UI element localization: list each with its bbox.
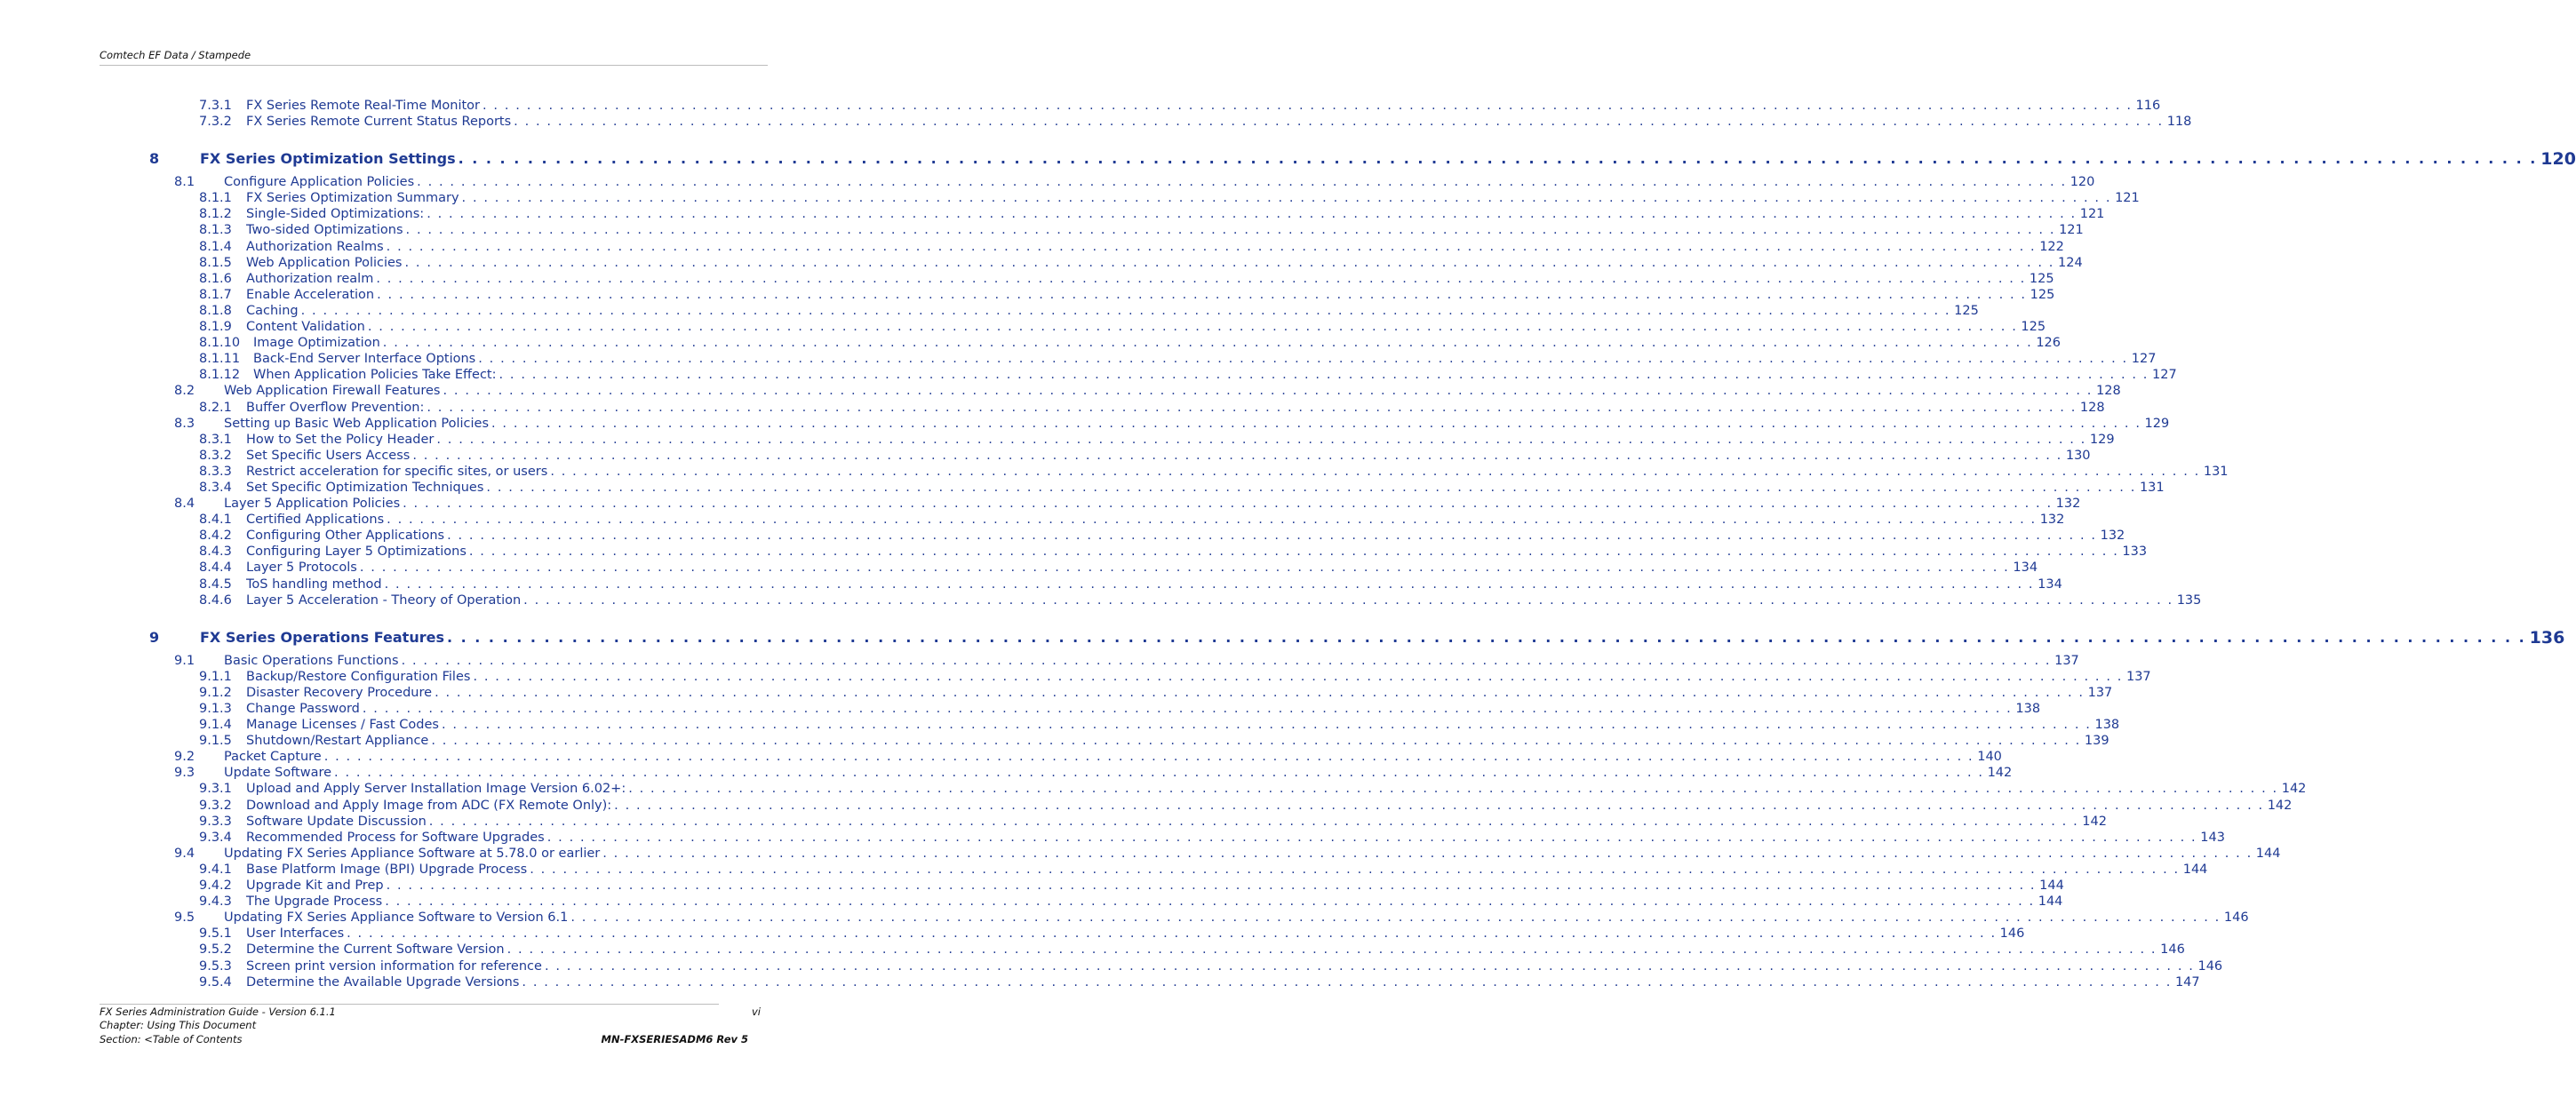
- toc-entry-number: 9.5.2: [199, 942, 232, 958]
- toc-entry-title: Back-End Server Interface Options: [253, 351, 478, 367]
- toc-entry[interactable]: [0, 669, 2151, 685]
- toc-entry-number: 9.5.4: [199, 974, 232, 990]
- toc-dot-leader: . . . . . . . . . . . . . . . . . . . . . . . . . . . . . . . . . . . . . . . . . . . . . . . . . . . . . . . . . . . . . . . . . . . . . . . . . . . . . . . . . . . . . . . . . . . . . . . . . . . . . . . . . . . . . . . . . . . . . . . . . . . . . . . . . . . . . . . . . . . . . . . . . . . . . .: [387, 513, 2037, 528]
- toc-entry-page: 122: [2036, 239, 2064, 255]
- toc-entry-title: Single-Sided Optimizations:: [246, 206, 427, 222]
- toc-chapter-entry[interactable]: [0, 147, 2576, 171]
- toc-entry-page: 143: [2197, 830, 2225, 846]
- toc-entry-number: 9.4.2: [199, 878, 232, 894]
- toc-entry-number: 8.1.3: [199, 223, 232, 238]
- toc-entry-number: 8.1.2: [199, 207, 232, 222]
- toc-entry-number: 8.1: [174, 175, 195, 190]
- toc-dot-leader: . . . . . . . . . . . . . . . . . . . . . . . . . . . . . . . . . . . . . . . . . . . . . . . . . . . . . . . . . . . . . . . . . . . . . . . . . . . . . . . . . . . . . . . . . . . . . . . . . . . . . . . . . . . . . . . . . . . . . . . . . . . . . . . . . . . . . . . . . . . . . . . . . . . . . .: [377, 287, 2027, 302]
- toc-entry-number: 8.2.1: [199, 400, 232, 415]
- toc-entry-title: How to Set the Policy Header: [246, 432, 436, 448]
- toc-entry-page: 144: [2035, 894, 2063, 910]
- toc-entry-title: FX Series Remote Current Status Reports: [246, 114, 514, 130]
- toc-entry-title: The Upgrade Process: [246, 894, 385, 910]
- toc-entry-title: Restrict acceleration for specific sites, or users: [246, 464, 550, 480]
- toc-entry[interactable]: [0, 894, 2063, 910]
- toc-dot-leader: . . . . . . . . . . . . . . . . . . . . . . . . . . . . . . . . . . . . . . . . . . . . . . . . . . . . . . . . . . . . . . . . . . . . . . . . . . . . . . . . . . . . . . . . . . . . . . . . . . . . . . . . . . . . . . . . . . . . . . . . . . . . . . . . . . . . . . . . . . . . . . . . . . . . . .: [412, 448, 2062, 463]
- toc-entry-page: 130: [2062, 448, 2091, 464]
- toc-dot-leader: . . . . . . . . . . . . . . . . . . . . . . . . . . . . . . . . . . . . . . . . . . . . . . . . . . . . . . . . . . . . . . . . . . . . . . . . . . . . . . . . . . . . . . . . . . . . . . . . . . . . . . . . . . . . . . . . . . . . . . . . . . . . . . . . . . . . . . . . . . . . . . . . . . . . . .: [550, 464, 2200, 479]
- toc-entry-number: 9.1.4: [199, 718, 232, 733]
- toc-entry-page: 125: [2026, 271, 2054, 287]
- toc-entry[interactable]: [0, 942, 2185, 958]
- toc-entry-page: 121: [2077, 206, 2105, 222]
- toc-dot-leader: . . . . . . . . . . . . . . . . . . . . . . . . . . . . . . . . . . . . . . . . . . . . . . . . . . . . . . . . . . . . . . . . . . . . . . . . . . . . . . . . . . . . . . . . . . . . . . . . . . . . . . . . . . . . . . . . . . . . . . . . . . . . . . . . . . . . . . . . . . . . . . . . . . . . . .: [367, 320, 2018, 335]
- toc-entry-title: Setting up Basic Web Application Policies: [224, 416, 491, 432]
- toc-dot-leader: . . . . . . . . . . . . . . . . . . . . . . . . . . . . . . . . . . . . . . . . . . . . . . . . . . . . . . . . . . . . . . . . . . . . . . . . . . . . . . . . . . . . . . . . . . . . . . . . . . . . . . . . . . . . . . . . . . . . . . . . . . . . . . . . . . . . . . . . . . . . . . . . . . . . . .: [486, 480, 2136, 495]
- toc-entry[interactable]: [0, 717, 2120, 733]
- toc-entry-title: FX Series Optimization Settings: [200, 147, 459, 171]
- toc-entry-page: 127: [2128, 351, 2157, 367]
- toc-entry-title: Basic Operations Functions: [224, 653, 402, 669]
- toc-entry-page: 121: [2055, 222, 2084, 238]
- toc-entry-page: 132: [2097, 528, 2125, 544]
- table-of-contents: [0, 98, 2576, 990]
- toc-entry[interactable]: [0, 271, 2054, 287]
- toc-entry-number: 9.1: [174, 653, 195, 668]
- toc-entry[interactable]: [0, 464, 2229, 480]
- toc-entry-number: 9.3.4: [199, 830, 232, 845]
- toc-entry-title: Layer 5 Protocols: [246, 560, 360, 576]
- toc-entry-title: Disaster Recovery Procedure: [246, 685, 435, 701]
- toc-entry-title: Caching: [246, 303, 301, 319]
- toc-entry-page: 125: [2017, 319, 2046, 335]
- toc-entry-title: Update Software: [224, 765, 334, 781]
- toc-entry-page: 132: [2037, 512, 2065, 528]
- toc-entry-page: 128: [2093, 383, 2121, 399]
- toc-entry[interactable]: [0, 846, 2281, 862]
- toc-entry[interactable]: [0, 287, 2055, 303]
- toc-entry-title: Authorization realm: [246, 271, 376, 287]
- toc-entry-page: 140: [1974, 749, 2002, 765]
- toc-entry-title: Layer 5 Application Policies: [224, 496, 403, 512]
- toc-entry[interactable]: [0, 910, 2249, 926]
- toc-entry-page: 127: [2149, 367, 2177, 383]
- toc-entry-number: 8.3.4: [199, 480, 232, 495]
- toc-dot-leader: . . . . . . . . . . . . . . . . . . . . . . . . . . . . . . . . . . . . . . . . . . . . . . . . . . . . . . . . . . . . . . . . . . . . . . . . . . . . . . . . . . . . . . . . . . . . . . . . . . . . . . . . . . . . . . . . . . . . . . . . . . . . . . . . . . . . . . . . . . . . . . . . . . . . . .: [376, 271, 2026, 286]
- toc-entry[interactable]: [0, 974, 2200, 990]
- running-header: [100, 49, 768, 66]
- toc-entry-title: Content Validation: [246, 319, 368, 335]
- toc-entry[interactable]: [0, 685, 2113, 701]
- toc-entry-page: 116: [2133, 98, 2161, 114]
- toc-entry-title: FX Series Remote Real-Time Monitor: [246, 98, 483, 114]
- toc-entry[interactable]: [0, 114, 2192, 130]
- toc-entry[interactable]: [0, 733, 2109, 749]
- toc-entry-page: 144: [2180, 862, 2208, 878]
- toc-entry-page: 146: [2221, 910, 2249, 926]
- toc-entry-title: Buffer Overflow Prevention:: [246, 400, 427, 416]
- toc-entry-page: 142: [2078, 814, 2107, 830]
- toc-entry-page: 144: [2036, 878, 2064, 894]
- toc-entry-number: 9.4: [174, 846, 195, 861]
- toc-dot-leader: . . . . . . . . . . . . . . . . . . . . . . . . . . . . . . . . . . . . . . . . . . . . . . . . . . . . . . . . . . . . . . . . . . . . . . . . . . . . . . . . . . . . . . . . . . . . . . . . . . . . . . . . . . . . . . . . . . . . . . . . . . . . . . . . . . . . . . . . . . . . . . . . . . . . . .: [468, 545, 2119, 560]
- toc-entry-page: 146: [2194, 958, 2222, 974]
- toc-entry[interactable]: [0, 749, 2002, 765]
- toc-entry-page: 133: [2118, 544, 2147, 560]
- toc-dot-leader: . . . . . . . . . . . . . . . . . . . . . . . . . . . . . . . . . . . . . . . . . . . . . . . . . . . . . . . . . . . . . . . . . . . . . . . . . . . . . . . . . . . . . . . . . . . . . . . . . . . . . . . . . . . . . . . . . . . . . . . . . . . . . . . . . . . . . . . . . . . . . . . . . . . . . .: [506, 942, 2157, 958]
- toc-entry[interactable]: [0, 98, 2161, 114]
- toc-entry-title: Configuring Layer 5 Optimizations: [246, 544, 469, 560]
- toc-entry-number: 8.1.5: [199, 255, 232, 270]
- toc-entry-page: 137: [2085, 685, 2113, 701]
- toc-entry-number: 8.1.7: [199, 287, 232, 302]
- toc-entry-number: 8.4.6: [199, 592, 232, 608]
- toc-entry-page: 142: [2278, 781, 2307, 797]
- toc-entry-page: 126: [2032, 335, 2061, 351]
- toc-entry-title: FX Series Operations Features: [200, 626, 447, 649]
- toc-entry-page: 142: [1984, 765, 2013, 781]
- toc-entry-number: 8.3: [174, 416, 195, 431]
- toc-entry-number: 9.5.1: [199, 926, 232, 942]
- toc-dot-leader: . . . . . . . . . . . . . . . . . . . . . . . . . . . . . . . . . . . . . . . . . . . . . . . . . . . . . . . . . . . . . . . . . . . . . . . . . . . . . . . . . . . . . . . . . . . . . . . . . . . . . . . . . . . . . . . . . . . . . . . . . . . . . . . . . . . . . . . . . . . . . . . . . . . . . .: [385, 894, 2035, 910]
- toc-entry-page: 138: [2091, 717, 2119, 733]
- toc-entry-page: 137: [2051, 653, 2079, 669]
- toc-dot-leader: . . . . . . . . . . . . . . . . . . . . . . . . . . . . . . . . . . . . . . . . . . . . . . . . . . . . . . . . . . . . . . . . . . . . . . . . . . . . . . . . . . . . . . . . . . . . . . . . . . . . . . . . . . . . . . . . . . . . . . . . . . . . . . . . . . . . . . . . . . . . . . . . . . . . . .: [401, 653, 2052, 668]
- toc-entry-title: Set Specific Optimization Techniques: [246, 480, 486, 496]
- toc-entry[interactable]: [0, 432, 2115, 448]
- toc-entry-number: 8.1.1: [199, 191, 232, 206]
- toc-dot-leader: . . . . . . . . . . . . . . . . . . . . . . . . . . . . . . . . . . . . . . . . . . . . . . . . . . . . . . . . . . . . . . . . . . . . . . . . . . . . . . . . . . . . . . . . . . . . . . . . . . . . . . . . . . . . . . . . . . . . . . . . . . . . . . . . . . . . . . . . . . . . . . . . . . . . . .: [404, 255, 2055, 270]
- toc-entry-page: 146: [1997, 926, 2025, 942]
- toc-entry-title: Layer 5 Acceleration - Theory of Operation: [246, 592, 523, 608]
- toc-entry-number: 8.3.1: [199, 432, 232, 447]
- toc-entry-number: 8.1.11: [199, 352, 241, 367]
- toc-entry-number: 8.1.6: [199, 271, 232, 286]
- toc-entry-page: 120: [2537, 147, 2576, 171]
- toc-entry-number: 9.5.3: [199, 958, 232, 974]
- toc-entry-title: Set Specific Users Access: [246, 448, 412, 464]
- toc-entry-title: Web Application Policies: [246, 255, 404, 271]
- toc-entry[interactable]: [0, 206, 2105, 222]
- toc-entry[interactable]: [0, 814, 2107, 830]
- toc-entry-number: 9.5: [174, 910, 195, 926]
- toc-dot-leader: . . . . . . . . . . . . . . . . . . . . . . . . . . . . . . . . . . . . . . . . . . . . . . . . . . . . . . . . . . . . . . . . . . . . . . . . . . . . . . . . . . . . . . . . . . . . . . . . . . . . . . . . . . . . . . . . . . . . . . . . . . . . . . . . . . . . . . . . . . . . . . . . . . . . . .: [403, 497, 2053, 512]
- toc-dot-leader: . . . . . . . . . . . . . . . . . . . . . . . . . . . . . . . . . . . . . . . . . . . . . . . . . . . . . . . . . . . . . . . . . . . . . . . . . . . . . . . . . . . . . . . . . . . . . . . . . . . . . . . . . . . . . . . . . . . . . . . . . . . . . . . . . . . . . . . . . . . . . . . . . . . . . .: [359, 560, 2010, 576]
- toc-dot-leader: . . . . . . . . . . . . . . . . . . . . . . . . . . . . . . . . . . . . . . . . . . . . . . . . . . . . . . . . . . . . . . . . . . . . . . . . . . . . . . . . . . . . . . . . . . . . . . . . . . . . . . . . . . . . . . . . . . . . . . . . . . . . . . . . . . . . . . . . . . . . . . . . . . . . . .: [405, 223, 2056, 238]
- toc-dot-leader: . . . . . . . . . . . . . . . . . . . . . . . . . . . . . . . . . . . . . . . . . . . . . . . . . . . . . . . . . . . . . . . . . . . . . . . . . . . . . . . . . . . . . . . . . . . . . . . . . . . . . . . . . . . . . . . . . . . . . . . . . . . . . . . . . . . . . . . . . . . . . . . . . . . . . .: [347, 926, 1997, 942]
- toc-entry-number: 7.3.1: [199, 99, 232, 113]
- toc-entry-title: Shutdown/Restart Appliance: [246, 733, 431, 749]
- toc-entry[interactable]: [0, 496, 2081, 512]
- toc-dot-leader: . . . . . . . . . . . . . . . . . . . . . . . . . . . . . . . . . . . . . . . . . . . . . . . . . . . . . . . . . . . . . . . . . . . . . . . . . . . . . . . . . . . . . . . . . . . . . . . . . . . . . . . . . . . . . . . . . . . . . . . . . . . . . . . . . . . . . . . . . . . . . . . . . . . . . .: [602, 846, 2253, 861]
- toc-dot-leader: . . . . . . . . . . . . . . . . . . . . . . . . . . . . . . . . . . . . . . . . . . . . . . . . . . . . . . . . . . . . . . . . . . . . . . . . . . . . . . . . . . . . . . . . . . . . . . . . . . . . . . . . . . . . . . . . . . . . . . . . . . . . . . . . . . . . . . . . . . . . . . . . . . . . . .: [362, 702, 2013, 716]
- toc-dot-leader: . . . . . . . . . . . . . . . . . . . . . . . . . . . . . . . . . . . . . . . . . . . . . . . . . . . . . . . . . . . . . . . . . . . . . . . . . . . . . . . . . . . . . . . . . . . . . . . . . . . . . . . . . . . . . . . . . . . . . . . . . . . . . . . . . . . . . . . . . . . . . . . . . . . . . .: [446, 628, 2526, 646]
- toc-entry-title: FX Series Optimization Summary: [246, 190, 462, 206]
- toc-dot-leader: . . . . . . . . . . . . . . . . . . . . . . . . . . . . . . . . . . . . . . . . . . . . . . . . . . . . . . . . . . . . . . . . . . . . . . . . . . . . . . . . . . . . . . . . . . . . . . . . . . . . . . . . . . . . . . . . . . . . . . . . . . . . . . . . . . . . . . . . . . . . . . . . . . . . . .: [461, 191, 2112, 206]
- toc-entry-page: 129: [2086, 432, 2115, 448]
- toc-entry-title: Configure Application Policies: [224, 174, 417, 190]
- toc-entry-page: 136: [2526, 626, 2565, 649]
- toc-entry-title: Packet Capture: [224, 749, 324, 765]
- toc-entry-number: 8.4.2: [199, 529, 232, 544]
- toc-entry[interactable]: [0, 765, 2013, 781]
- toc-dot-leader: . . . . . . . . . . . . . . . . . . . . . . . . . . . . . . . . . . . . . . . . . . . . . . . . . . . . . . . . . . . . . . . . . . . . . . . . . . . . . . . . . . . . . . . . . . . . . . . . . . . . . . . . . . . . . . . . . . . . . . . . . . . . . . . . . . . . . . . . . . . . . . . . . . . . . .: [431, 734, 2081, 749]
- toc-entry[interactable]: [0, 544, 2148, 560]
- toc-chapter-entry[interactable]: [0, 626, 2565, 649]
- toc-entry-number: 9.3.2: [199, 798, 232, 813]
- toc-entry-title: Upgrade Kit and Prep: [246, 878, 387, 894]
- toc-entry-title: Determine the Current Software Version: [246, 942, 507, 958]
- toc-entry-number: 9.1.3: [199, 702, 232, 716]
- toc-entry-title: Download and Apply Image from ADC (FX Remote Only):: [246, 798, 614, 814]
- toc-entry[interactable]: [0, 303, 1979, 319]
- toc-dot-leader: . . . . . . . . . . . . . . . . . . . . . . . . . . . . . . . . . . . . . . . . . . . . . . . . . . . . . . . . . . . . . . . . . . . . . . . . . . . . . . . . . . . . . . . . . . . . . . . . . . . . . . . . . . . . . . . . . . . . . . . . . . . . . . . . . . . . . . . . . . . . . . . . . . . . . .: [436, 432, 2086, 447]
- toc-entry-page: 138: [2012, 701, 2040, 717]
- toc-entry[interactable]: [0, 592, 2202, 608]
- toc-entry-title: Two-sided Optimizations: [246, 222, 406, 238]
- toc-dot-leader: . . . . . . . . . . . . . . . . . . . . . . . . . . . . . . . . . . . . . . . . . . . . . . . . . . . . . . . . . . . . . . . . . . . . . . . . . . . . . . . . . . . . . . . . . . . . . . . . . . . . . . . . . . . . . . . . . . . . . . . . . . . . . . . . . . . . . . . . . . . . . . . . . . . . . .: [300, 303, 1951, 318]
- toc-dot-leader: . . . . . . . . . . . . . . . . . . . . . . . . . . . . . . . . . . . . . . . . . . . . . . . . . . . . . . . . . . . . . . . . . . . . . . . . . . . . . . . . . . . . . . . . . . . . . . . . . . . . . . . . . . . . . . . . . . . . . . . . . . . . . . . . . . . . . . . . . . . . . . . . . . . . . .: [427, 400, 2077, 415]
- toc-entry-page: 139: [2081, 733, 2109, 749]
- toc-entry-title: Configuring Other Applications: [246, 528, 447, 544]
- header-company: Comtech EF Data / Stampede: [100, 49, 251, 61]
- toc-entry-title: Software Update Discussion: [246, 814, 429, 830]
- toc-dot-leader: . . . . . . . . . . . . . . . . . . . . . . . . . . . . . . . . . . . . . . . . . . . . . . . . . . . . . . . . . . . . . . . . . . . . . . . . . . . . . . . . . . . . . . . . . . . . . . . . . . . . . . . . . . . . . . . . . . . . . . . . . . . . . . . . . . . . . . . . . . . . . . . . . . . . . .: [530, 862, 2180, 877]
- toc-dot-leader: . . . . . . . . . . . . . . . . . . . . . . . . . . . . . . . . . . . . . . . . . . . . . . . . . . . . . . . . . . . . . . . . . . . . . . . . . . . . . . . . . . . . . . . . . . . . . . . . . . . . . . . . . . . . . . . . . . . . . . . . . . . . . . . . . . . . . . . . . . . . . . . . . . . . . .: [483, 99, 2133, 113]
- toc-dot-leader: . . . . . . . . . . . . . . . . . . . . . . . . . . . . . . . . . . . . . . . . . . . . . . . . . . . . . . . . . . . . . . . . . . . . . . . . . . . . . . . . . . . . . . . . . . . . . . . . . . . . . . . . . . . . . . . . . . . . . . . . . . . . . . . . . . . . . . . . . . . . . . . . . . . . . .: [523, 592, 2173, 608]
- footer-divider: [100, 1004, 719, 1005]
- toc-entry-number: 9.2: [174, 750, 195, 765]
- toc-dot-leader: . . . . . . . . . . . . . . . . . . . . . . . . . . . . . . . . . . . . . . . . . . . . . . . . . . . . . . . . . . . . . . . . . . . . . . . . . . . . . . . . . . . . . . . . . . . . . . . . . . . . . . . . . . . . . . . . . . . . . . . . . . . . . . . . . . . . . . . . . . . . . . . . . . . . . .: [435, 685, 2085, 700]
- toc-entry[interactable]: [0, 878, 2064, 894]
- toc-entry[interactable]: [0, 448, 2091, 464]
- footer-doc-id: MN-FXSERIESADM6 Rev 5: [601, 1033, 748, 1045]
- toc-entry[interactable]: [0, 319, 2046, 335]
- toc-entry-page: 121: [2111, 190, 2140, 206]
- toc-entry-page: 142: [2264, 798, 2293, 814]
- toc-entry[interactable]: [0, 222, 2084, 238]
- toc-entry-page: 137: [2123, 669, 2151, 685]
- footer-section: Section: <Table of Contents: [100, 1033, 243, 1045]
- toc-dot-leader: . . . . . . . . . . . . . . . . . . . . . . . . . . . . . . . . . . . . . . . . . . . . . . . . . . . . . . . . . . . . . . . . . . . . . . . . . . . . . . . . . . . . . . . . . . . . . . . . . . . . . . . . . . . . . . . . . . . . . . . . . . . . . . . . . . . . . . . . . . . . . . . . . . . . . .: [386, 239, 2037, 254]
- toc-entry-page: 147: [2172, 974, 2200, 990]
- toc-entry-number: 8.4: [174, 497, 195, 512]
- toc-entry-title: Enable Acceleration: [246, 287, 377, 303]
- toc-entry-title: Screen print version information for reference: [246, 958, 545, 974]
- toc-dot-leader: . . . . . . . . . . . . . . . . . . . . . . . . . . . . . . . . . . . . . . . . . . . . . . . . . . . . . . . . . . . . . . . . . . . . . . . . . . . . . . . . . . . . . . . . . . . . . . . . . . . . . . . . . . . . . . . . . . . . . . . . . . . . . . . . . . . . . . . . . . . . . . . . . . . . . .: [514, 115, 2164, 130]
- toc-entry[interactable]: [0, 383, 2121, 399]
- footer-page-number: vi: [751, 1006, 761, 1018]
- toc-entry[interactable]: [0, 798, 2293, 814]
- toc-dot-leader: . . . . . . . . . . . . . . . . . . . . . . . . . . . . . . . . . . . . . . . . . . . . . . . . . . . . . . . . . . . . . . . . . . . . . . . . . . . . . . . . . . . . . . . . . . . . . . . . . . . . . . . . . . . . . . . . . . . . . . . . . . . . . . . . . . . . . . . . . . . . . . . . . . . . . .: [546, 830, 2197, 845]
- toc-dot-leader: . . . . . . . . . . . . . . . . . . . . . . . . . . . . . . . . . . . . . . . . . . . . . . . . . . . . . . . . . . . . . . . . . . . . . . . . . . . . . . . . . . . . . . . . . . . . . . . . . . . . . . . . . . . . . . . . . . . . . . . . . . . . . . . . . . . . . . . . . . . . . . . . . . . . . .: [443, 384, 2093, 399]
- toc-dot-leader: . . . . . . . . . . . . . . . . . . . . . . . . . . . . . . . . . . . . . . . . . . . . . . . . . . . . . . . . . . . . . . . . . . . . . . . . . . . . . . . . . . . . . . . . . . . . . . . . . . . . . . . . . . . . . . . . . . . . . . . . . . . . . . . . . . . . . . . . . . . . . . . . . . . . . .: [478, 352, 2128, 367]
- toc-entry-page: 132: [2053, 496, 2081, 512]
- toc-entry-number: 9.3.3: [199, 814, 232, 829]
- toc-entry-number: 8.2: [174, 384, 195, 399]
- toc-entry-number: 8.4.4: [199, 560, 232, 576]
- toc-entry[interactable]: [0, 255, 2083, 271]
- toc-entry[interactable]: [0, 576, 2062, 592]
- toc-entry[interactable]: [0, 174, 2095, 190]
- toc-entry-title: User Interfaces: [246, 926, 347, 942]
- toc-entry-title: Base Platform Image (BPI) Upgrade Process: [246, 862, 530, 878]
- toc-entry-number: 9.1.5: [199, 734, 232, 749]
- toc-entry-number: 9.4.1: [199, 862, 232, 877]
- toc-entry-number: 8.4.5: [199, 576, 232, 592]
- toc-entry-page: 120: [2067, 174, 2095, 190]
- toc-entry[interactable]: [0, 351, 2157, 367]
- toc-entry-title: ToS handling method: [246, 576, 385, 592]
- toc-dot-leader: . . . . . . . . . . . . . . . . . . . . . . . . . . . . . . . . . . . . . . . . . . . . . . . . . . . . . . . . . . . . . . . . . . . . . . . . . . . . . . . . . . . . . . . . . . . . . . . . . . . . . . . . . . . . . . . . . . . . . . . . . . . . . . . . . . . . . . . . . . . . . . . . . . . . . .: [417, 175, 2067, 190]
- toc-dot-leader: . . . . . . . . . . . . . . . . . . . . . . . . . . . . . . . . . . . . . . . . . . . . . . . . . . . . . . . . . . . . . . . . . . . . . . . . . . . . . . . . . . . . . . . . . . . . . . . . . . . . . . . . . . . . . . . . . . . . . . . . . . . . . . . . . . . . . . . . . . . . . . . . . . . . . .: [441, 718, 2092, 733]
- toc-entry[interactable]: [0, 781, 2307, 797]
- toc-dot-leader: . . . . . . . . . . . . . . . . . . . . . . . . . . . . . . . . . . . . . . . . . . . . . . . . . . . . . . . . . . . . . . . . . . . . . . . . . . . . . . . . . . . . . . . . . . . . . . . . . . . . . . . . . . . . . . . . . . . . . . . . . . . . . . . . . . . . . . . . . . . . . . . . . . . . . .: [382, 336, 2033, 351]
- footer-chapter: Chapter: Using This Document: [100, 1019, 257, 1031]
- toc-entry-number: 8.1.10: [199, 336, 241, 351]
- toc-entry-title: Manage Licenses / Fast Codes: [246, 717, 442, 733]
- toc-entry-number: 8.1.12: [199, 368, 241, 383]
- toc-entry-number: 8.3.3: [199, 464, 232, 479]
- toc-entry-number: 8.1.9: [199, 320, 232, 335]
- toc-entry-number: 9.3: [174, 766, 195, 781]
- toc-dot-leader: . . . . . . . . . . . . . . . . . . . . . . . . . . . . . . . . . . . . . . . . . . . . . . . . . . . . . . . . . . . . . . . . . . . . . . . . . . . . . . . . . . . . . . . . . . . . . . . . . . . . . . . . . . . . . . . . . . . . . . . . . . . . . . . . . . . . . . . . . . . . . . . . . . . . . .: [544, 958, 2195, 974]
- toc-entry-title: Change Password: [246, 701, 363, 717]
- toc-dot-leader: . . . . . . . . . . . . . . . . . . . . . . . . . . . . . . . . . . . . . . . . . . . . . . . . . . . . . . . . . . . . . . . . . . . . . . . . . . . . . . . . . . . . . . . . . . . . . . . . . . . . . . . . . . . . . . . . . . . . . . . . . . . . . . . . . . . . . . . . . . . . . . . . . . . . . .: [447, 529, 2097, 544]
- toc-entry[interactable]: [0, 830, 2225, 846]
- toc-entry-page: 146: [2157, 942, 2185, 958]
- toc-entry-page: 129: [2141, 416, 2170, 432]
- toc-entry-page: 134: [2034, 576, 2062, 592]
- toc-dot-leader: . . . . . . . . . . . . . . . . . . . . . . . . . . . . . . . . . . . . . . . . . . . . . . . . . . . . . . . . . . . . . . . . . . . . . . . . . . . . . . . . . . . . . . . . . . . . . . . . . . . . . . . . . . . . . . . . . . . . . . . . . . . . . . . . . . . . . . . . . . . . . . . . . . . . . .: [628, 782, 2278, 797]
- toc-entry[interactable]: [0, 190, 2140, 206]
- footer-guide: FX Series Administration Guide - Version 6.1.1: [100, 1006, 336, 1018]
- toc-dot-leader: . . . . . . . . . . . . . . . . . . . . . . . . . . . . . . . . . . . . . . . . . . . . . . . . . . . . . . . . . . . . . . . . . . . . . . . . . . . . . . . . . . . . . . . . . . . . . . . . . . . . . . . . . . . . . . . . . . . . . . . . . . . . . . . . . . . . . . . . . . . . . . . . . . . . . .: [498, 368, 2149, 383]
- toc-entry[interactable]: [0, 400, 2105, 416]
- toc-dot-leader: . . . . . . . . . . . . . . . . . . . . . . . . . . . . . . . . . . . . . . . . . . . . . . . . . . . . . . . . . . . . . . . . . . . . . . . . . . . . . . . . . . . . . . . . . . . . . . . . . . . . . . . . . . . . . . . . . . . . . . . . . . . . . . . . . . . . . . . . . . . . . . . . . . . . . .: [522, 974, 2172, 990]
- toc-entry-page: 134: [2009, 560, 2038, 576]
- toc-entry-number: 8.3.2: [199, 448, 232, 463]
- toc-entry-number: 9.3.1: [199, 782, 232, 797]
- toc-entry-title: Certified Applications: [246, 512, 387, 528]
- toc-dot-leader: . . . . . . . . . . . . . . . . . . . . . . . . . . . . . . . . . . . . . . . . . . . . . . . . . . . . . . . . . . . . . . . . . . . . . . . . . . . . . . . . . . . . . . . . . . . . . . . . . . . . . . . . . . . . . . . . . . . . . . . . . . . . . . . . . . . . . . . . . . . . . . . . . . . . . .: [427, 207, 2077, 222]
- toc-entry[interactable]: [0, 701, 2041, 717]
- toc-dot-leader: . . . . . . . . . . . . . . . . . . . . . . . . . . . . . . . . . . . . . . . . . . . . . . . . . . . . . . . . . . . . . . . . . . . . . . . . . . . . . . . . . . . . . . . . . . . . . . . . . . . . . . . . . . . . . . . . . . . . . . . . . . . . . . . . . . . . . . . . . . . . . . . . . . . . . .: [473, 669, 2123, 684]
- toc-entry-title: When Application Policies Take Effect:: [253, 367, 498, 383]
- toc-entry-title: Updating FX Series Appliance Software to Version 6.1: [224, 910, 570, 926]
- toc-dot-leader: . . . . . . . . . . . . . . . . . . . . . . . . . . . . . . . . . . . . . . . . . . . . . . . . . . . . . . . . . . . . . . . . . . . . . . . . . . . . . . . . . . . . . . . . . . . . . . . . . . . . . . . . . . . . . . . . . . . . . . . . . . . . . . . . . . . . . . . . . . . . . . . . . . . . . .: [323, 750, 1974, 765]
- toc-entry-page: 144: [2253, 846, 2281, 862]
- toc-entry-number: 8.1.8: [199, 303, 232, 318]
- toc-entry[interactable]: [0, 512, 2065, 528]
- toc-entry[interactable]: [0, 367, 2177, 383]
- toc-entry-title: Image Optimization: [253, 335, 383, 351]
- toc-dot-leader: . . . . . . . . . . . . . . . . . . . . . . . . . . . . . . . . . . . . . . . . . . . . . . . . . . . . . . . . . . . . . . . . . . . . . . . . . . . . . . . . . . . . . . . . . . . . . . . . . . . . . . . . . . . . . . . . . . . . . . . . . . . . . . . . . . . . . . . . . . . . . . . . . . . . . .: [614, 798, 2264, 813]
- toc-entry-number: 9: [149, 628, 160, 646]
- toc-entry-number: 9.1.1: [199, 669, 232, 684]
- toc-entry-page: 131: [2200, 464, 2229, 480]
- toc-dot-leader: . . . . . . . . . . . . . . . . . . . . . . . . . . . . . . . . . . . . . . . . . . . . . . . . . . . . . . . . . . . . . . . . . . . . . . . . . . . . . . . . . . . . . . . . . . . . . . . . . . . . . . . . . . . . . . . . . . . . . . . . . . . . . . . . . . . . . . . . . . . . . . . . . . . . . .: [386, 878, 2037, 894]
- toc-entry-page: 135: [2173, 592, 2202, 608]
- toc-entry-page: 125: [2027, 287, 2055, 303]
- toc-entry[interactable]: [0, 416, 2170, 432]
- toc-entry[interactable]: [0, 653, 2079, 669]
- toc-entry[interactable]: [0, 958, 2223, 974]
- toc-entry-title: Recommended Process for Software Upgrades: [246, 830, 547, 846]
- toc-dot-leader: . . . . . . . . . . . . . . . . . . . . . . . . . . . . . . . . . . . . . . . . . . . . . . . . . . . . . . . . . . . . . . . . . . . . . . . . . . . . . . . . . . . . . . . . . . . . . . . . . . . . . . . . . . . . . . . . . . . . . . . . . . . . . . . . . . . . . . . . . . . . . . . . . . . . . .: [384, 576, 2035, 592]
- toc-dot-leader: . . . . . . . . . . . . . . . . . . . . . . . . . . . . . . . . . . . . . . . . . . . . . . . . . . . . . . . . . . . . . . . . . . . . . . . . . . . . . . . . . . . . . . . . . . . . . . . . . . . . . . . . . . . . . . . . . . . . . . . . . . . . . . . . . . . . . . . . . . . . . . . . . . . . . .: [570, 910, 2221, 926]
- toc-entry[interactable]: [0, 239, 2064, 255]
- toc-entry-number: 8: [149, 150, 160, 168]
- toc-dot-leader: . . . . . . . . . . . . . . . . . . . . . . . . . . . . . . . . . . . . . . . . . . . . . . . . . . . . . . . . . . . . . . . . . . . . . . . . . . . . . . . . . . . . . . . . . . . . . . . . . . . . . . . . . . . . . . . . . . . . . . . . . . . . . . . . . . . . . . . . . . . . . . . . . . . . . .: [458, 150, 2538, 168]
- toc-entry-number: 8.4.3: [199, 545, 232, 560]
- toc-entry-number: 8.1.4: [199, 239, 232, 254]
- toc-entry[interactable]: [0, 335, 2061, 351]
- toc-entry-number: 9.1.2: [199, 685, 232, 700]
- toc-entry-number: 7.3.2: [199, 115, 232, 130]
- toc-entry-title: Updating FX Series Appliance Software at 5.78.0 or earlier: [224, 846, 602, 862]
- toc-entry-number: 8.4.1: [199, 513, 232, 528]
- toc-entry-title: Web Application Firewall Features: [224, 383, 443, 399]
- toc-entry-title: Backup/Restore Configuration Files: [246, 669, 473, 685]
- toc-dot-leader: . . . . . . . . . . . . . . . . . . . . . . . . . . . . . . . . . . . . . . . . . . . . . . . . . . . . . . . . . . . . . . . . . . . . . . . . . . . . . . . . . . . . . . . . . . . . . . . . . . . . . . . . . . . . . . . . . . . . . . . . . . . . . . . . . . . . . . . . . . . . . . . . . . . . . .: [491, 416, 2141, 431]
- toc-entry-page: 125: [1950, 303, 1979, 319]
- toc-entry-number: 9.4.3: [199, 894, 232, 910]
- toc-entry-title: Upload and Apply Server Installation Image Version 6.02+:: [246, 781, 628, 797]
- toc-entry-page: 131: [2136, 480, 2165, 496]
- toc-dot-leader: . . . . . . . . . . . . . . . . . . . . . . . . . . . . . . . . . . . . . . . . . . . . . . . . . . . . . . . . . . . . . . . . . . . . . . . . . . . . . . . . . . . . . . . . . . . . . . . . . . . . . . . . . . . . . . . . . . . . . . . . . . . . . . . . . . . . . . . . . . . . . . . . . . . . . .: [428, 814, 2079, 829]
- toc-entry[interactable]: [0, 480, 2165, 496]
- toc-entry[interactable]: [0, 926, 2025, 942]
- toc-entry[interactable]: [0, 560, 2038, 576]
- toc-entry-page: 124: [2054, 255, 2083, 271]
- toc-entry-title: Determine the Available Upgrade Versions: [246, 974, 522, 990]
- toc-entry[interactable]: [0, 528, 2125, 544]
- toc-dot-leader: . . . . . . . . . . . . . . . . . . . . . . . . . . . . . . . . . . . . . . . . . . . . . . . . . . . . . . . . . . . . . . . . . . . . . . . . . . . . . . . . . . . . . . . . . . . . . . . . . . . . . . . . . . . . . . . . . . . . . . . . . . . . . . . . . . . . . . . . . . . . . . . . . . . . . .: [334, 766, 1984, 781]
- toc-entry-page: 118: [2164, 114, 2192, 130]
- toc-entry-title: Authorization Realms: [246, 239, 387, 255]
- toc-entry[interactable]: [0, 862, 2208, 878]
- toc-entry-page: 128: [2077, 400, 2105, 416]
